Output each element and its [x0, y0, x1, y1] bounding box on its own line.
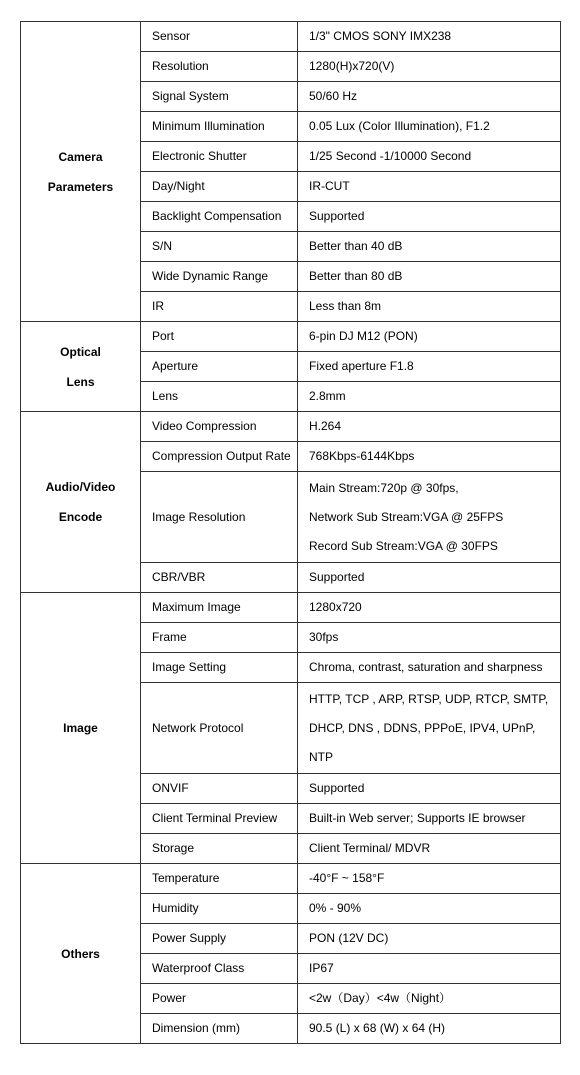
spec-label: Humidity: [141, 894, 298, 924]
spec-value: 0% - 90%: [298, 894, 561, 924]
spec-value: 6-pin DJ M12 (PON): [298, 322, 561, 352]
spec-label: CBR/VBR: [141, 563, 298, 593]
section-category: [21, 864, 141, 1044]
section-category-line: Optical: [60, 344, 101, 359]
spec-label: Minimum Illumination: [141, 112, 298, 142]
table-row: [21, 864, 561, 894]
spec-label: Video Compression: [141, 412, 298, 442]
spec-value: 50/60 Hz: [298, 82, 561, 112]
spec-label: Temperature: [141, 864, 298, 894]
section-category-line: Audio/Video: [45, 480, 116, 494]
spec-value-line: DHCP, DNS , DDNS, PPPoE, IPV4, UPnP,: [309, 720, 536, 735]
spec-value: IP67: [298, 954, 561, 984]
spec-value: Chroma, contrast, saturation and sharpness: [298, 653, 561, 683]
spec-value: -40°F ~ 158°F: [298, 864, 561, 894]
spec-label: Backlight Compensation: [141, 202, 298, 232]
table-row: [21, 322, 561, 352]
spec-label: Lens: [141, 382, 298, 412]
spec-label: Wide Dynamic Range: [141, 262, 298, 292]
section-category-line: Others: [61, 946, 100, 961]
spec-value: Less than 8m: [298, 292, 561, 322]
spec-value-line: Network Sub Stream:VGA @ 25FPS: [309, 509, 504, 524]
spec-value: Built-in Web server; Supports IE browser: [298, 804, 561, 834]
section-category-line: Encode: [58, 510, 103, 524]
spec-label: Image Setting: [141, 653, 298, 683]
spec-label: Port: [141, 322, 298, 352]
section-category: [21, 322, 141, 412]
spec-value: 1/25 Second -1/10000 Second: [298, 142, 561, 172]
spec-table-body: [21, 22, 561, 1044]
section-category: [21, 593, 141, 864]
section-category: [21, 22, 141, 322]
spec-value: [298, 472, 561, 563]
spec-label: Resolution: [141, 52, 298, 82]
spec-label: Dimension (mm): [141, 1014, 298, 1044]
spec-value: 90.5 (L) x 68 (W) x 64 (H): [298, 1014, 561, 1044]
spec-label: Sensor: [141, 22, 298, 52]
spec-label: Power Supply: [141, 924, 298, 954]
spec-value: Fixed aperture F1.8: [298, 352, 561, 382]
spec-value: 768Kbps-6144Kbps: [298, 442, 561, 472]
spec-label: Electronic Shutter: [141, 142, 298, 172]
section-category-line: Camera: [58, 149, 103, 164]
spec-label: Client Terminal Preview: [141, 804, 298, 834]
spec-value: 2.8mm: [298, 382, 561, 412]
section-category-line: Parameters: [47, 179, 114, 194]
spec-value-line: NTP: [309, 749, 333, 764]
spec-value: <2w（Day）<4w（Night）: [298, 984, 561, 1014]
spec-label: ONVIF: [141, 774, 298, 804]
spec-label: Signal System: [141, 82, 298, 112]
spec-label: Frame: [141, 623, 298, 653]
spec-label: S/N: [141, 232, 298, 262]
table-row: [21, 22, 561, 52]
spec-value: 0.05 Lux (Color Illumination), F1.2: [298, 112, 561, 142]
spec-value: Supported: [298, 774, 561, 804]
spec-value: Supported: [298, 202, 561, 232]
spec-label: Waterproof Class: [141, 954, 298, 984]
section-category-line: Image: [63, 721, 98, 735]
spec-label: Day/Night: [141, 172, 298, 202]
spec-value: 1/3" CMOS SONY IMX238: [298, 22, 561, 52]
spec-label: Maximum Image: [141, 593, 298, 623]
spec-label: Power: [141, 984, 298, 1014]
spec-label: Compression Output Rate: [141, 442, 298, 472]
section-category: [21, 412, 141, 593]
spec-value: 1280(H)x720(V): [298, 52, 561, 82]
spec-value: [298, 683, 561, 774]
spec-label: IR: [141, 292, 298, 322]
spec-value-line: HTTP, TCP , ARP, RTSP, UDP, RTCP, SMTP,: [309, 691, 549, 706]
spec-value-line: Main Stream:720p @ 30fps,: [309, 480, 459, 495]
spec-value: 1280x720: [298, 593, 561, 623]
spec-value: Better than 80 dB: [298, 262, 561, 292]
spec-table: [20, 21, 561, 1044]
spec-value: Supported: [298, 563, 561, 593]
spec-label: Storage: [141, 834, 298, 864]
spec-label: Network Protocol: [141, 683, 298, 774]
spec-value-line: Record Sub Stream:VGA @ 30FPS: [309, 538, 498, 553]
spec-value: Better than 40 dB: [298, 232, 561, 262]
spec-label: Image Resolution: [141, 472, 298, 563]
table-row: [21, 412, 561, 442]
table-row: [21, 593, 561, 623]
spec-value: PON (12V DC): [298, 924, 561, 954]
spec-value: Client Terminal/ MDVR: [298, 834, 561, 864]
spec-value: 30fps: [298, 623, 561, 653]
spec-value: IR-CUT: [298, 172, 561, 202]
spec-value: H.264: [298, 412, 561, 442]
section-category-line: Lens: [66, 374, 95, 389]
spec-label: Aperture: [141, 352, 298, 382]
